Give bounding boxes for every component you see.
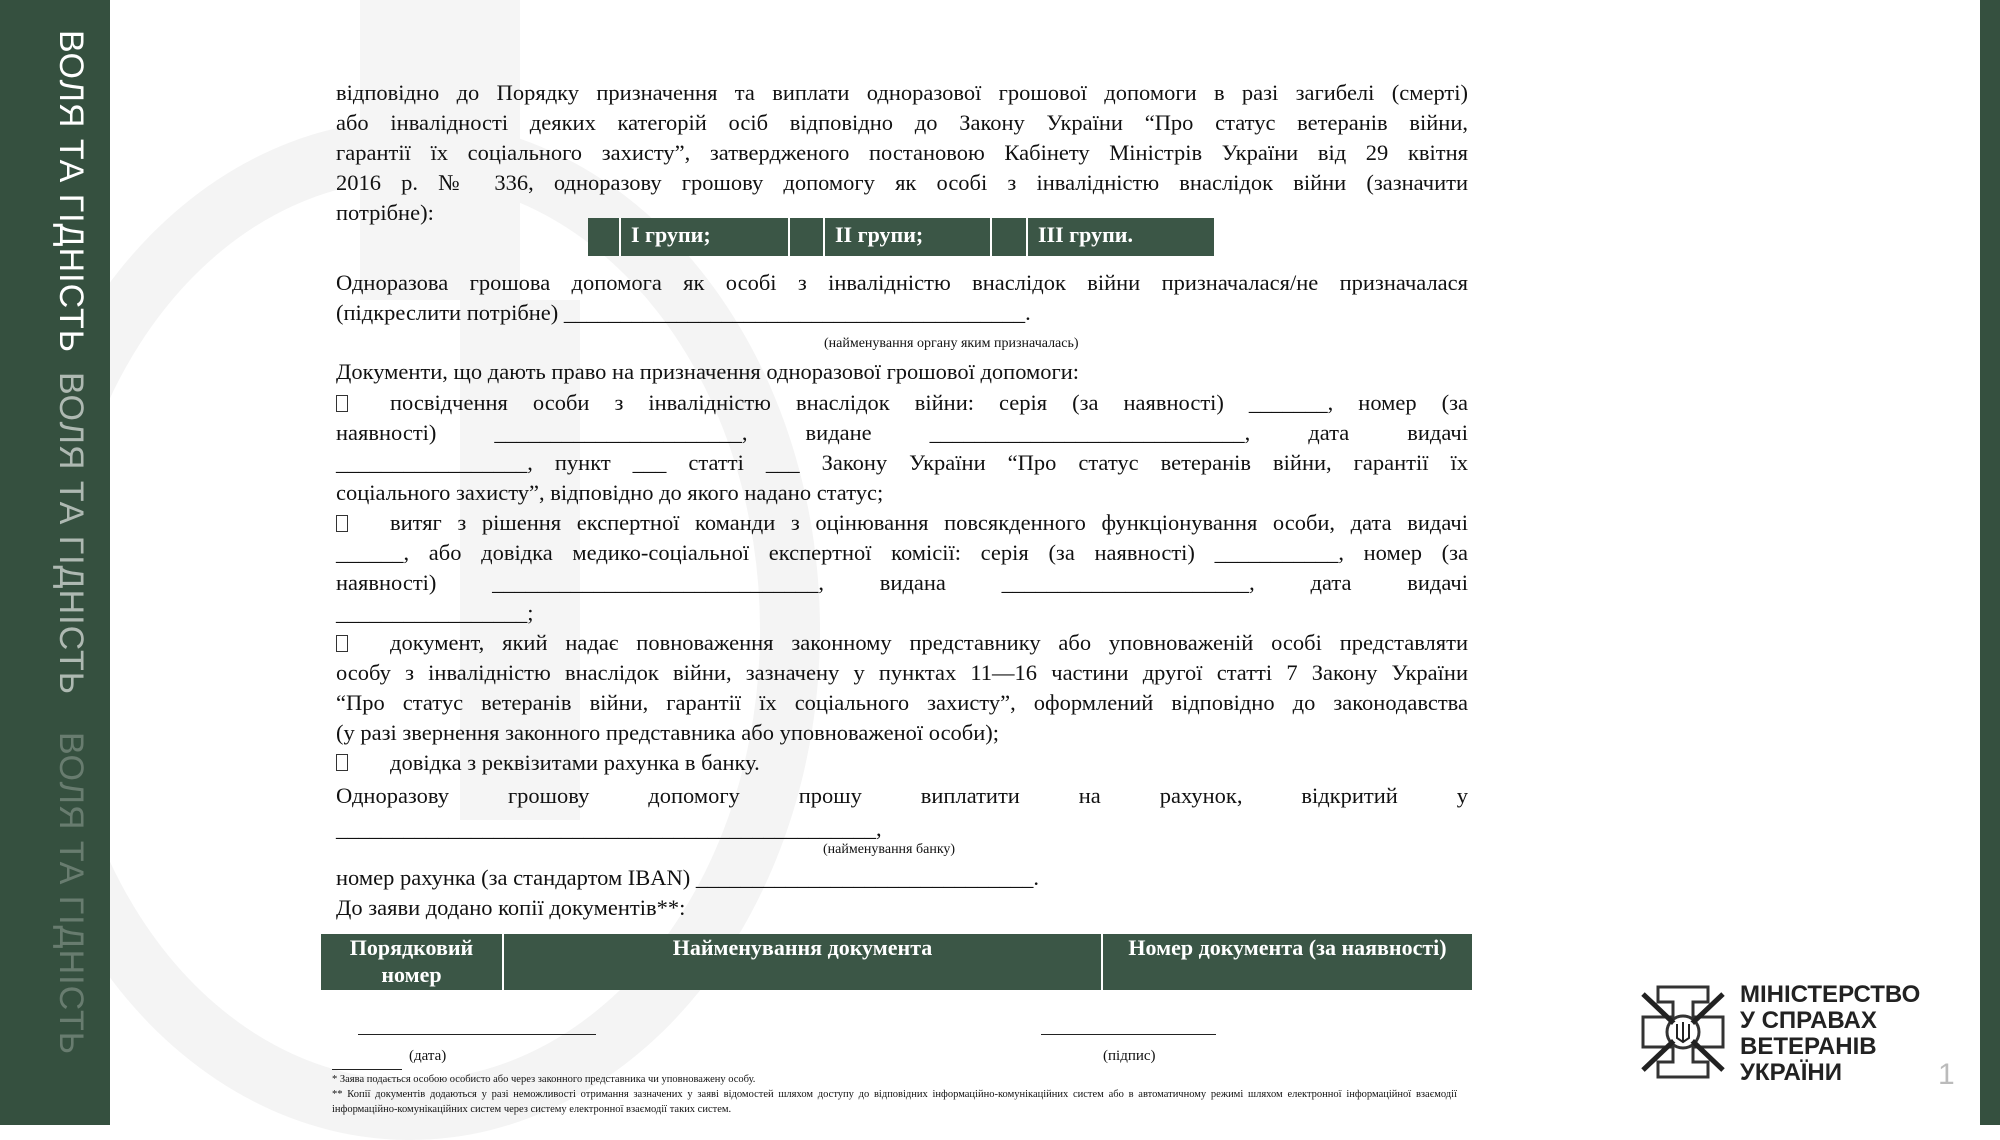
document-item-text: наявності) ______________________, видане ____________________________, дата видачі — [336, 420, 1468, 445]
document-item-text: (у разі звернення законного представника або уповноваженої особи); — [336, 720, 1000, 745]
document-item-line — [336, 448, 1468, 478]
group-2-checkbox[interactable] — [790, 218, 825, 256]
col-document-name: Найменування документа — [504, 934, 1103, 990]
col-number: Порядковий номер — [321, 934, 504, 990]
sidebar-slogan: ВОЛЯ ТА ГІДНІСТЬ — [52, 30, 90, 354]
document-item-text: “Про статус ветеранів війни, гарантії їх соціального захисту”, оформлений відповідно до законодавства — [336, 690, 1468, 715]
document-item-line — [336, 538, 1468, 568]
date-label: (дата) — [409, 1048, 447, 1064]
document-item-line — [336, 478, 1468, 508]
signature-label: (підпис) — [1103, 1048, 1156, 1064]
footnote-divider — [332, 1069, 402, 1070]
col-document-number: Номер документа (за наявності) — [1128, 935, 1447, 960]
bank-line: Одноразову грошову допомогу прошу виплатити на рахунок, відкритий у — [336, 783, 1468, 808]
document-item-line — [336, 418, 1468, 448]
footnote-1: * Заява подається особою особисто або через законного представника чи уповноважену особу. — [332, 1074, 756, 1085]
document-item-text: соціального захисту”, відповідно до якого надано статус; — [336, 480, 884, 505]
document-item-text: посвідчення особи з інвалідністю внаслідок війни: серія (за наявності) _______, номер (за — [390, 390, 1468, 415]
checkbox-icon[interactable] — [336, 754, 348, 771]
group-1-label: І групи; — [621, 218, 790, 256]
document-item-line — [336, 628, 1468, 658]
sidebar-slogan: ВОЛЯ ТА ГІДНІСТЬ — [52, 732, 90, 1056]
document-item-text: документ, який надає повноваження законному представнику або уповноваженій особі представляти — [390, 630, 1468, 655]
logo-line: ВЕТЕРАНІВ — [1740, 1033, 1877, 1060]
document-item-line — [336, 718, 1468, 748]
group-2-label: ІІ групи; — [825, 218, 992, 256]
group-3-checkbox[interactable] — [992, 218, 1028, 256]
assigned-line: Одноразова грошова допомога як особі з інвалідністю внаслідок війни призначалася/не призначалася — [336, 270, 1468, 295]
page-number: 1 — [1938, 1058, 1955, 1091]
logo-line: УКРАЇНИ — [1740, 1059, 1843, 1086]
attached-heading: До заяви додано копії документів**: — [336, 895, 686, 920]
assigned-caption: (найменування органу яким призначалась) — [824, 336, 1079, 351]
ministry-logo-text — [1740, 982, 1920, 1086]
logo-line: МІНІСТЕРСТВО — [1740, 981, 1921, 1008]
sidebar — [0, 0, 110, 1125]
documents-heading: Документи, що дають право на призначення одноразової грошової допомоги: — [336, 359, 1080, 384]
document-item-line — [336, 748, 1468, 778]
iban-line[interactable]: номер рахунка (за стандартом IBAN) ______________________________. — [336, 865, 1040, 890]
checkbox-icon[interactable] — [336, 515, 348, 532]
intro-line: потрібне): — [336, 200, 434, 225]
group-options-table — [588, 218, 1214, 256]
logo-line: У СПРАВАХ — [1740, 1007, 1877, 1034]
document-item-line — [336, 388, 1468, 418]
ministry-emblem-icon — [1633, 982, 1733, 1082]
checkbox-icon[interactable] — [336, 635, 348, 652]
document-item-text: _________________, пункт ___ статті ___ Закону України “Про статус ветеранів війни, гарантії їх — [336, 450, 1468, 475]
checkbox-icon[interactable] — [336, 395, 348, 412]
document-item-line — [336, 568, 1468, 598]
assigned-line: (підкреслити потрібне) _________________________________________. — [336, 300, 1031, 325]
intro-line: відповідно до Порядку призначення та виплати одноразової грошової допомоги в разі загибелі (смерті) — [336, 80, 1468, 105]
intro-line: 2016 р. № 336, одноразову грошову допомогу як особі з інвалідністю внаслідок війни (зазначити — [336, 170, 1468, 195]
group-1-checkbox[interactable] — [588, 218, 621, 256]
document-item-text: наявності) _____________________________, видана ______________________, дата видачі — [336, 570, 1468, 595]
document-item-text: витяг з рішення експертної команди з оцінювання повсякденного функціонування особи, дата видачі — [390, 510, 1468, 535]
intro-line: або інвалідності деяких категорій осіб відповідно до Закону України “Про статус ветеранів війни, — [336, 110, 1468, 135]
document-item-line — [336, 688, 1468, 718]
document-item-text: особу з інвалідністю внаслідок війни, зазначену у пунктах 11—16 частини другої статті 7 Закону України — [336, 660, 1468, 685]
document-item-text: _________________; — [336, 600, 534, 625]
group-3-label: ІІІ групи. — [1038, 222, 1133, 247]
intro-line: гарантії їх соціального захисту”, затвердженого постановою Кабінету Міністрів України від 29 квітня — [336, 140, 1468, 165]
documents-table-header — [321, 934, 1472, 990]
sidebar-slogan: ВОЛЯ ТА ГІДНІСТЬ — [52, 372, 90, 696]
bank-blank[interactable]: ________________________________________________, — [336, 816, 882, 841]
footnote-2: ** Копії документів додаються у разі неможливості отримання зазначених у заяві відомостей шляхом доступу до відповідних інформаційно-комунікаційних систем або в автоматичному режимі шляхом електронної інформаційної взаємодії інформаційно-комунікаційних систем через систему електронної взаємодії таких систем. — [332, 1089, 1457, 1115]
document-item-line — [336, 598, 1468, 628]
date-line[interactable] — [358, 1034, 596, 1035]
document-item-text: довідка з реквізитами рахунка в банку. — [390, 750, 760, 775]
signature-line[interactable] — [1041, 1034, 1216, 1035]
bank-caption: (найменування банку) — [823, 842, 956, 857]
right-edge-bar — [1980, 0, 2000, 1125]
document-item-line — [336, 658, 1468, 688]
document-item-line — [336, 508, 1468, 538]
document-item-text: ______, або довідка медико-соціальної експертної комісії: серія (за наявності) ___________, номер (за — [336, 540, 1468, 565]
